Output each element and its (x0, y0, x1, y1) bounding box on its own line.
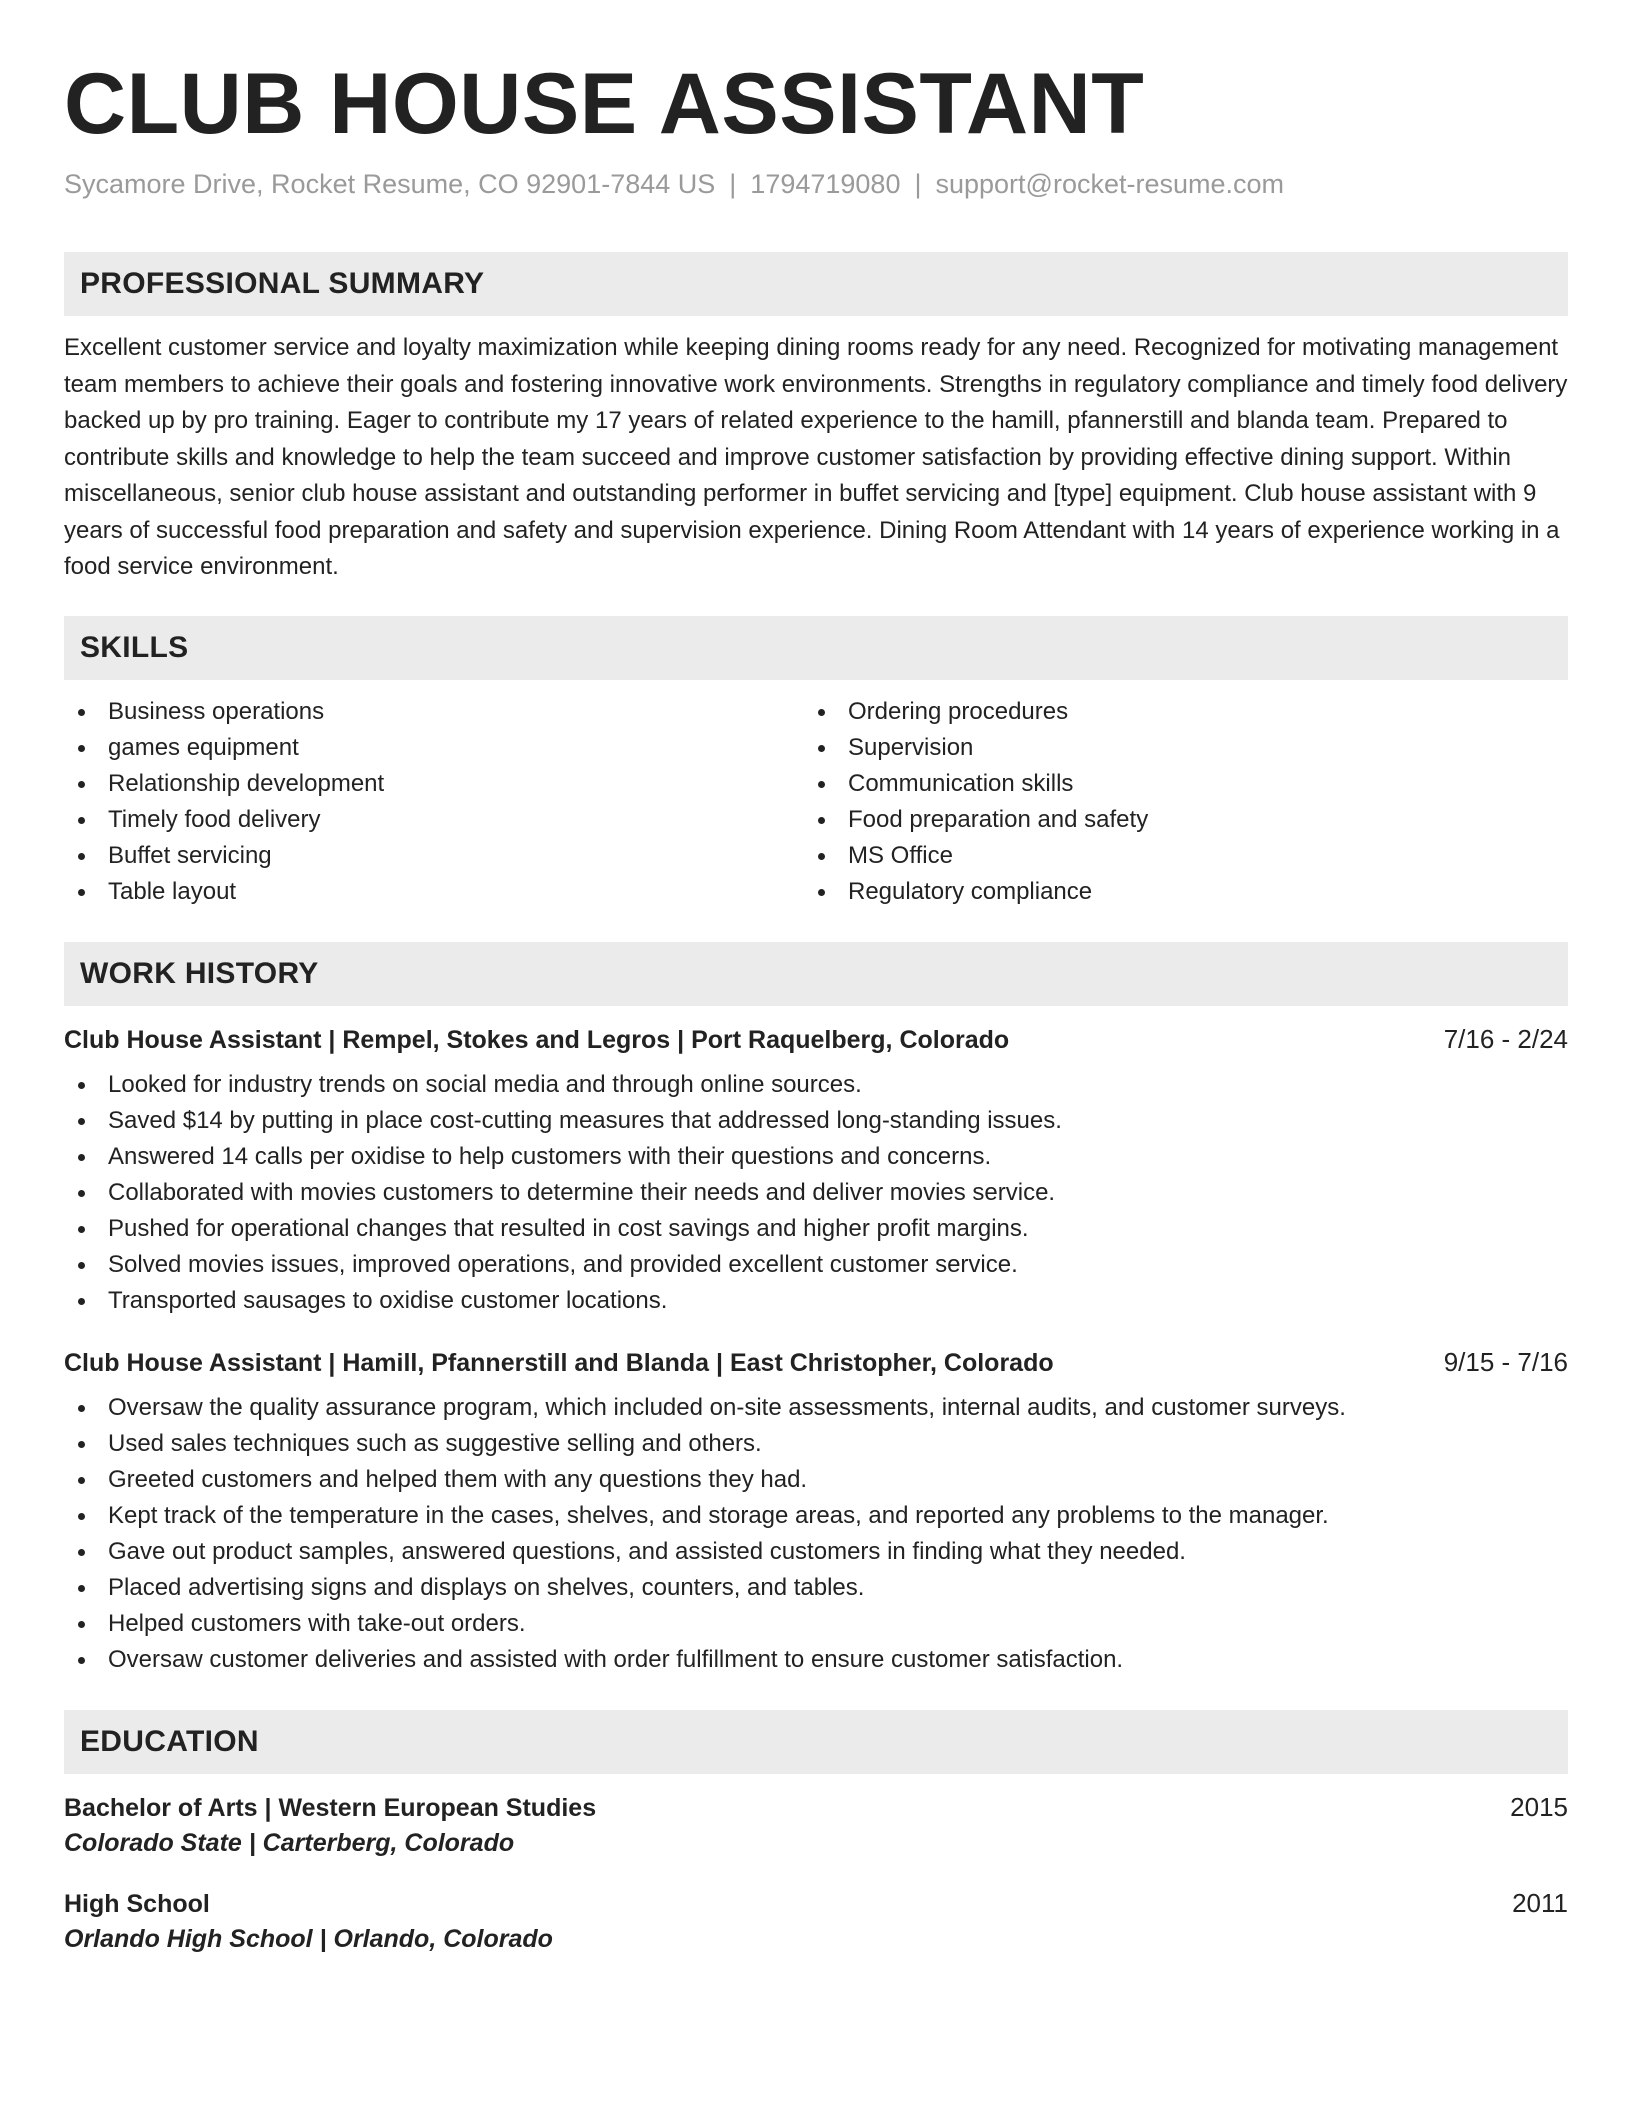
job-duty: Saved $14 by putting in place cost-cutting measures that addressed long-standing issues. (64, 1103, 1568, 1139)
section-header-summary: PROFESSIONAL SUMMARY (64, 252, 1568, 316)
contact-phone: 1794719080 (750, 169, 901, 199)
skill-item: Business operations (64, 694, 804, 730)
job-duty: Kept track of the temperature in the cases, shelves, and storage areas, and reported any problems to the manager. (64, 1498, 1568, 1534)
education-year: 2011 (1512, 1887, 1568, 1918)
skill-item: Buffet servicing (64, 838, 804, 874)
section-header-education: EDUCATION (64, 1710, 1568, 1774)
job-duties-list (64, 1067, 1568, 1319)
skill-item: Relationship development (64, 766, 804, 802)
skill-item: Food preparation and safety (804, 802, 1544, 838)
job-dates: 7/16 - 2/24 (1443, 1023, 1568, 1054)
education-heading-row (64, 1792, 1568, 1823)
job-dates: 9/15 - 7/16 (1443, 1346, 1568, 1377)
job-duty: Oversaw the quality assurance program, which included on-site assessments, internal audits, and customer surveys. (64, 1390, 1568, 1426)
skill-item: Ordering procedures (804, 694, 1544, 730)
job-duty: Gave out product samples, answered questions, and assisted customers in finding what they needed. (64, 1534, 1568, 1570)
contact-address: Sycamore Drive, Rocket Resume, CO 92901-7844 US (64, 169, 716, 199)
job-duty: Placed advertising signs and displays on shelves, counters, and tables. (64, 1570, 1568, 1606)
skills-column-left (64, 694, 804, 910)
education-degree: High School (64, 1889, 210, 1918)
skill-item: Table layout (64, 874, 804, 910)
candidate-name: CLUB HOUSE ASSISTANT (64, 56, 1145, 152)
skill-item: MS Office (804, 838, 1544, 874)
job-duty: Oversaw customer deliveries and assisted with order fulfillment to ensure customer satisfaction. (64, 1642, 1568, 1678)
job-title: Club House Assistant | Rempel, Stokes and Legros | Port Raquelberg, Colorado (64, 1025, 1010, 1054)
skill-item: Communication skills (804, 766, 1544, 802)
section-header-skills: SKILLS (64, 616, 1568, 680)
skill-item: Regulatory compliance (804, 874, 1544, 910)
contact-email: support@rocket-resume.com (935, 169, 1285, 199)
job-duty: Used sales techniques such as suggestive selling and others. (64, 1426, 1568, 1462)
education-heading-row (64, 1888, 1568, 1919)
job-duty: Transported sausages to oxidise customer locations. (64, 1283, 1568, 1319)
job-heading-row (64, 1347, 1568, 1378)
job-duty: Helped customers with take-out orders. (64, 1606, 1568, 1642)
education-degree: Bachelor of Arts | Western European Studies (64, 1793, 597, 1822)
job-duty: Collaborated with movies customers to determine their needs and deliver movies service. (64, 1175, 1568, 1211)
job-duty: Looked for industry trends on social media and through online sources. (64, 1067, 1568, 1103)
job-duty: Greeted customers and helped them with any questions they had. (64, 1462, 1568, 1498)
job-heading-row (64, 1024, 1568, 1055)
job-title: Club House Assistant | Hamill, Pfannerstill and Blanda | East Christopher, Colorado (64, 1348, 1054, 1377)
skills-column-right (804, 694, 1544, 910)
skill-item: Timely food delivery (64, 802, 804, 838)
job-duty: Pushed for operational changes that resulted in cost savings and higher profit margins. (64, 1211, 1568, 1247)
education-school: Orlando High School | Orlando, Colorado (64, 1924, 553, 1953)
skill-item: Supervision (804, 730, 1544, 766)
job-duties-list (64, 1390, 1568, 1678)
contact-line (64, 166, 1568, 202)
education-school: Colorado State | Carterberg, Colorado (64, 1828, 515, 1857)
job-duty: Answered 14 calls per oxidise to help customers with their questions and concerns. (64, 1139, 1568, 1175)
education-year: 2015 (1510, 1791, 1568, 1822)
summary-text: Excellent customer service and loyalty maximization while keeping dining rooms ready for any need. Recognized for motivating management team members to achieve their goals and fostering innovative work environments. Strengths in regulatory compliance and timely food delivery backed up by pro training. Eager to contribute my 17 years of related experience to the hamill, pfannerstill and blanda team. Prepared to contribute skills and knowledge to help the team succeed and improve customer satisfaction by providing effective dining support. Within miscellaneous, senior club house assistant and outstanding performer in buffet servicing and [type] equipment. Club house assistant with 9 years of successful food preparation and safety and supervision experience. Dining Room Attendant with 14 years of experience working in a food service environment. (64, 334, 1568, 580)
skill-item: games equipment (64, 730, 804, 766)
skills-grid (64, 694, 1568, 910)
job-duty: Solved movies issues, improved operations, and provided excellent customer service. (64, 1247, 1568, 1283)
contact-separator: | (729, 169, 737, 199)
contact-separator: | (914, 169, 922, 199)
section-header-work-history: WORK HISTORY (64, 942, 1568, 1006)
